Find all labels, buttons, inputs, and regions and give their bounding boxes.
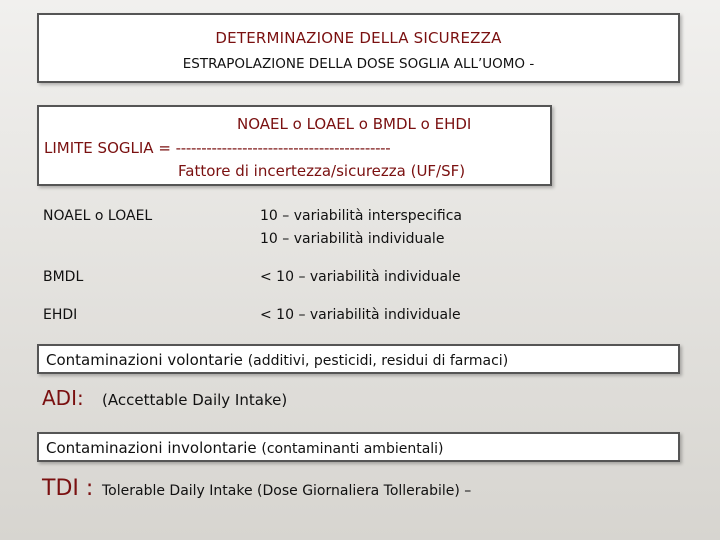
formula-line	[44, 139, 390, 157]
voluntary-contamination-box	[37, 344, 680, 374]
page-subtitle: ESTRAPOLAZIONE DELLA DOSE SOGLIA ALL’UOMO -	[182, 56, 535, 72]
title-box	[37, 13, 680, 83]
row-value-bmdl: < 10 – variabilità individuale	[260, 269, 461, 285]
page-title: DETERMINAZIONE DELLA SICUREZZA	[215, 29, 502, 47]
involuntary-examples: (contaminanti ambientali)	[261, 441, 444, 457]
involuntary-heading: Contaminazioni involontarie	[46, 439, 257, 457]
voluntary-examples: (additivi, pesticidi, residui di farmaci)	[247, 353, 509, 369]
row-term-bmdl: BMDL	[43, 269, 84, 285]
adi-acronym: ADI:	[42, 386, 84, 410]
voluntary-line	[46, 351, 508, 369]
voluntary-heading: Contaminazioni volontarie	[46, 351, 243, 369]
involuntary-line	[46, 439, 444, 457]
formula-denominator: Fattore di incertezza/sicurezza (UF/SF)	[178, 162, 466, 180]
row-term-ehdi: EHDI	[43, 307, 78, 323]
involuntary-contamination-box	[37, 432, 680, 462]
formula-box	[37, 105, 552, 186]
row-value-ehdi: < 10 – variabilità individuale	[260, 307, 461, 323]
formula-fraction-bar: ------------------------------------------	[175, 139, 391, 157]
tdi-acronym: TDI :	[42, 476, 94, 501]
row-value-individual: 10 – variabilità individuale	[260, 231, 445, 247]
row-term-noael-loael: NOAEL o LOAEL	[43, 208, 153, 224]
row-value-interspecific: 10 – variabilità interspecifica	[260, 208, 462, 224]
adi-definition: (Accettable Daily Intake)	[102, 391, 288, 409]
formula-label: LIMITE SOGLIA =	[44, 139, 171, 157]
formula-numerator: NOAEL o LOAEL o BMDL o EHDI	[237, 115, 472, 133]
tdi-definition: Tolerable Daily Intake (Dose Giornaliera Tollerabile) –	[102, 483, 472, 499]
